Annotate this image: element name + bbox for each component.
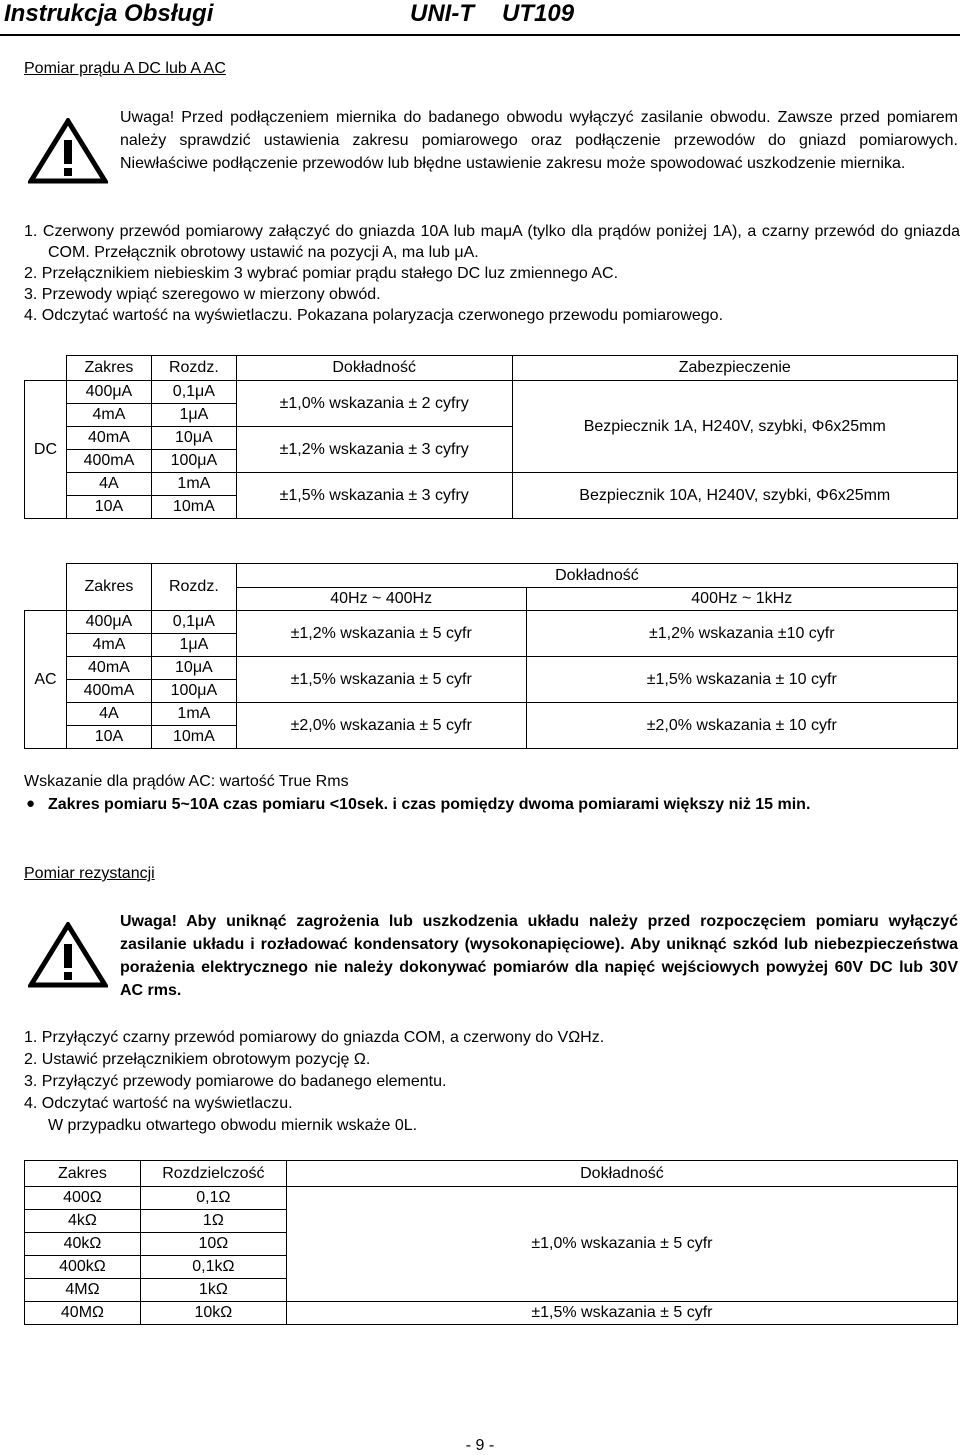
- table-cell: ±1,0% wskazania ± 5 cyfr: [286, 1187, 957, 1302]
- table-cell: 400Ω: [25, 1187, 141, 1210]
- warning-triangle-icon: [28, 922, 108, 988]
- table-cell: 40kΩ: [25, 1233, 141, 1256]
- table-cell: ±1,5% wskazania ± 5 cyfr: [236, 657, 526, 703]
- table-cell: 1mA: [151, 703, 236, 726]
- step-item: 4. Odczytać wartość na wyświetlaczu.: [24, 1095, 293, 1112]
- warning-text-resistance: Uwaga! Aby uniknąć zagrożenia lub uszkodzenia układu należy przed rozpoczęciem pomiaru wyłączyć zasilanie układu i rozładować kondensatory (wysokonapięciowe). Aby uniknąć szkód lub niebezpieczeństwa porażenia elektrycznego nie należy dokonywać pomiarów dla napięć wejściowych powyżej 60V DC lub 30V AC rms.: [120, 913, 958, 999]
- steps-current: [24, 221, 960, 326]
- step-item: 3. Przyłączyć przewody pomiarowe do badanego elementu.: [24, 1073, 447, 1090]
- table-cell: 1kΩ: [140, 1279, 286, 1302]
- table-cell: 4A: [66, 703, 151, 726]
- table-cell: 400mA: [66, 450, 151, 473]
- table-cell: 10μA: [151, 427, 236, 450]
- table-cell: ±1,5% wskazania ± 5 cyfr: [286, 1302, 957, 1325]
- dc-label: DC: [25, 381, 67, 519]
- table-cell: 10kΩ: [140, 1302, 286, 1325]
- table-header: 40Hz ~ 400Hz: [236, 588, 526, 611]
- table-cell: 4mA: [66, 404, 151, 427]
- ac-rms-note: Wskazanie dla prądów AC: wartość True Rms: [24, 773, 349, 790]
- table-cell: ±1,2% wskazania ± 3 cyfry: [236, 427, 512, 473]
- table-cell: Bezpiecznik 10A, H240V, szybki, Φ6x25mm: [512, 473, 957, 519]
- header-rule: [0, 34, 960, 36]
- table-cell: 0,1kΩ: [140, 1256, 286, 1279]
- table-cell: 4MΩ: [25, 1279, 141, 1302]
- table-cell: 1μA: [151, 404, 236, 427]
- step-item: 4. Odczytać wartość na wyświetlaczu. Pokazana polaryzacja czerwonego przewodu pomiarowego.: [24, 307, 724, 324]
- section-title-resistance: Pomiar rezystancji: [24, 865, 155, 882]
- table-cell: ±2,0% wskazania ± 10 cyfr: [526, 703, 957, 749]
- table-cell: 10Ω: [140, 1233, 286, 1256]
- table-cell: 40MΩ: [25, 1302, 141, 1325]
- table-cell: 400μA: [66, 381, 151, 404]
- table-header: 400Hz ~ 1kHz: [526, 588, 957, 611]
- step-item: 2. Przełącznikiem niebieskim 3 wybrać pomiar prądu stałego DC luz zmiennego AC.: [24, 265, 619, 282]
- table-cell: 4kΩ: [25, 1210, 141, 1233]
- table-header: Dokładność: [236, 356, 512, 381]
- table-header: Zabezpieczenie: [512, 356, 957, 381]
- table-cell: 1Ω: [140, 1210, 286, 1233]
- table-cell: 4A: [66, 473, 151, 496]
- table-cell: 0,1μA: [151, 381, 236, 404]
- step-item: 3. Przewody wpiąć szeregowo w mierzony obwód.: [24, 286, 381, 303]
- table-cell: Bezpiecznik 1A, H240V, szybki, Φ6x25mm: [512, 381, 957, 473]
- bullet-dot-icon: ●: [26, 795, 36, 812]
- page-number: - 9 -: [465, 1437, 495, 1454]
- table-cell: ±1,2% wskazania ±10 cyfr: [526, 611, 957, 657]
- table-header: Rozdz.: [151, 356, 236, 381]
- table-cell: 10mA: [151, 726, 236, 749]
- table-cell: ±1,5% wskazania ± 10 cyfr: [526, 657, 957, 703]
- header-model-prefix: UNI-T: [410, 0, 474, 27]
- table-cell: 10mA: [151, 496, 236, 519]
- table-cell: ±2,0% wskazania ± 5 cyfr: [236, 703, 526, 749]
- table-cell: 10A: [66, 496, 151, 519]
- ac-range-note: Zakres pomiaru 5~10A czas pomiaru <10sek. i czas pomiędzy dwoma pomiarami większy niż 15 min.: [48, 796, 811, 813]
- ac-spec-table: [24, 563, 958, 749]
- table-cell: 400μA: [66, 611, 151, 634]
- step-item: 2. Ustawić przełącznikiem obrotowym pozycję Ω.: [24, 1051, 371, 1068]
- table-cell: 400kΩ: [25, 1256, 141, 1279]
- step-note: W przypadku otwartego obwodu miernik wskaże 0L.: [48, 1117, 418, 1134]
- table-header: Rozdzielczość: [140, 1161, 286, 1187]
- table-cell: 40mA: [66, 657, 151, 680]
- table-header: Dokładność: [286, 1161, 957, 1187]
- table-header: Zakres: [66, 564, 151, 611]
- table-cell: ±1,2% wskazania ± 5 cyfr: [236, 611, 526, 657]
- table-header: Dokładność: [236, 564, 957, 588]
- resistance-spec-table: [24, 1160, 958, 1325]
- table-cell: ±1,5% wskazania ± 3 cyfry: [236, 473, 512, 519]
- table-cell: 40mA: [66, 427, 151, 450]
- header-model-name: UT109: [502, 0, 575, 27]
- dc-spec-table: [24, 355, 958, 519]
- warning-triangle-icon: [28, 118, 108, 184]
- table-cell: 0,1μA: [151, 611, 236, 634]
- step-item: 1. Przyłączyć czarny przewód pomiarowy do gniazda COM, a czerwony do VΩHz.: [24, 1029, 605, 1046]
- warning-text-current: Uwaga! Przed podłączeniem miernika do badanego obwodu wyłączyć zasilanie obwodu. Zawsze przed pomiarem należy sprawdzić ustawienia zakresu pomiarowego oraz podłączenie przewodów do gniazd pomiarowych. Niewłaściwe podłączenie przewodów lub błędne ustawienie zakresu może spowodować uszkodzenie miernika.: [120, 109, 958, 172]
- table-cell: 10A: [66, 726, 151, 749]
- table-cell: 1μA: [151, 634, 236, 657]
- table-cell: 4mA: [66, 634, 151, 657]
- table-cell: 0,1Ω: [140, 1187, 286, 1210]
- table-header: Zakres: [25, 1161, 141, 1187]
- ac-label: AC: [25, 611, 67, 749]
- table-header: Rozdz.: [151, 564, 236, 611]
- section-title-current: Pomiar prądu A DC lub A AC: [24, 60, 226, 77]
- table-cell: 10μA: [151, 657, 236, 680]
- page-header: [0, 0, 960, 32]
- steps-resistance: [24, 1027, 960, 1137]
- table-cell: 400mA: [66, 680, 151, 703]
- table-cell: 100μA: [151, 680, 236, 703]
- table-cell: 100μA: [151, 450, 236, 473]
- header-manual-title: Instrukcja Obsługi: [4, 0, 214, 27]
- step-item: 1. Czerwony przewód pomiarowy załączyć do gniazda 10A lub maμA (tylko dla prądów poniżej 1A), a czarny przewód do gniazda COM. Przełącznik obrotowy ustawić na pozycji A, ma lub μA.: [24, 223, 960, 261]
- table-cell: ±1,0% wskazania ± 2 cyfry: [236, 381, 512, 427]
- table-cell: 1mA: [151, 473, 236, 496]
- table-header: Zakres: [66, 356, 151, 381]
